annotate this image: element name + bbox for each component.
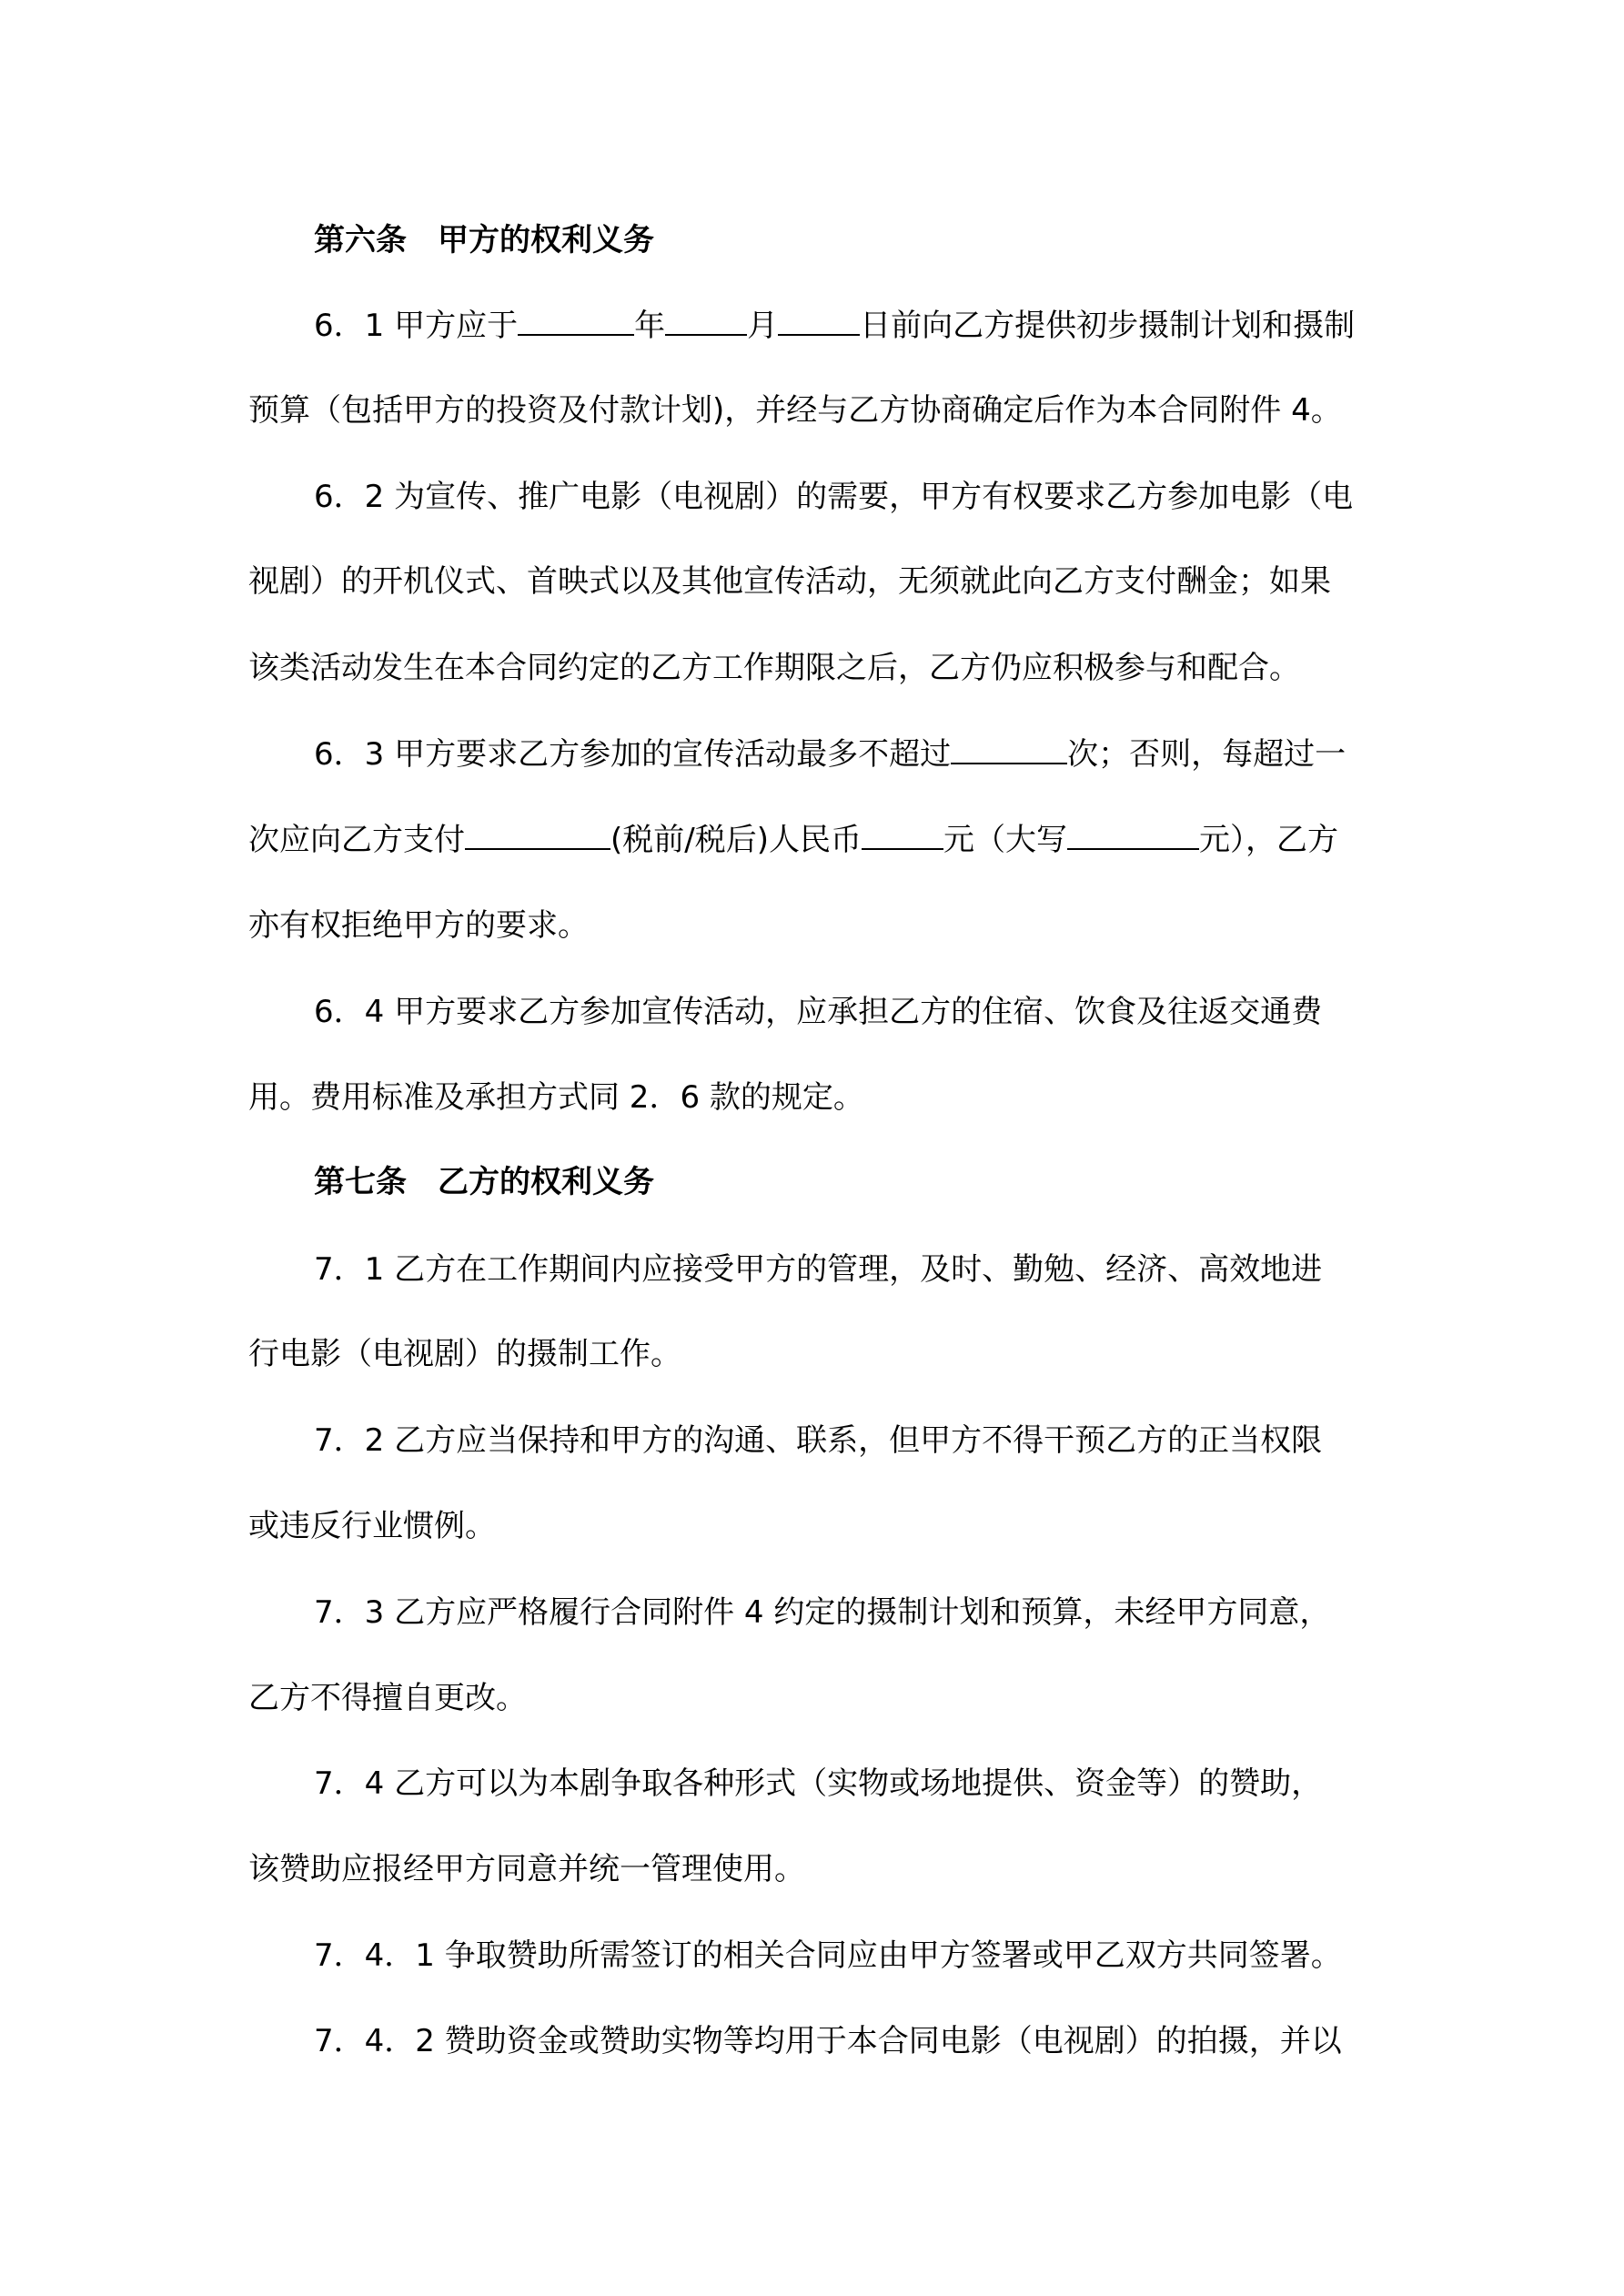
clause-7-3-line-2: 乙方不得擅自更改。 <box>248 1680 527 1716</box>
tax-label: (税前/税后)人民币 <box>610 822 862 858</box>
capital-label: 元（大写 <box>943 822 1067 858</box>
clause-6-3-text: 6．3 甲方要求乙方参加的宣传活动最多不超过 <box>314 736 952 773</box>
rmb-blank[interactable] <box>862 821 943 850</box>
year-label: 年 <box>634 308 666 344</box>
day-blank[interactable] <box>778 307 860 336</box>
clause-7-1-line-1: 7．1 乙方在工作期间内应接受甲方的管理，及时、勤勉、经济、高效地进 <box>314 1251 1323 1288</box>
pay-amount-blank[interactable] <box>465 821 610 850</box>
year-blank[interactable] <box>518 307 634 336</box>
yuan-label: 元），乙方 <box>1198 822 1338 858</box>
times-blank[interactable] <box>951 735 1067 764</box>
clause-6-2-line-2: 视剧）的开机仪式、首映式以及其他宣传活动，无须就此向乙方支付酬金；如果 <box>248 563 1331 600</box>
clause-6-3-line-3: 亦有权拒绝甲方的要求。 <box>248 907 589 944</box>
clause-7-4-line-1: 7．4 乙方可以为本剧争取各种形式（实物或场地提供、资金等）的赞助， <box>314 1765 1323 1802</box>
clause-6-2-line-3: 该类活动发生在本合同约定的乙方工作期限之后，乙方仍应积极参与和配合。 <box>248 650 1300 686</box>
clause-6-2-line-1: 6．2 为宣传、推广电影（电视剧）的需要，甲方有权要求乙方参加电影（电 <box>314 479 1354 515</box>
clause-6-4-line-1: 6．4 甲方要求乙方参加宣传活动，应承担乙方的住宿、饮食及往返交通费 <box>314 994 1323 1030</box>
article-6-heading: 第六条 甲方的权利义务 <box>314 222 654 258</box>
clause-7-4-2-line-1: 7．4．2 赞助资金或赞助实物等均用于本合同电影（电视剧）的拍摄，并以 <box>314 2023 1342 2059</box>
clause-6-4-line-2: 用。费用标准及承担方式同 2．6 款的规定。 <box>248 1079 864 1116</box>
month-label: 月 <box>747 308 779 344</box>
clause-7-2-line-2: 或违反行业惯例。 <box>248 1508 496 1544</box>
clause-7-1-line-2: 行电影（电视剧）的摄制工作。 <box>248 1336 681 1372</box>
capital-blank[interactable] <box>1067 821 1199 850</box>
clause-6-3-line-2 <box>248 819 1338 861</box>
clause-7-2-line-1: 7．2 乙方应当保持和甲方的沟通、联系，但甲方不得干预乙方的正当权限 <box>314 1422 1323 1459</box>
clause-7-4-line-2: 该赞助应报经甲方同意并统一管理使用。 <box>248 1851 805 1887</box>
clause-6-3-line-1 <box>314 733 1346 775</box>
clause-6-1-text: 6．1 甲方应于 <box>314 308 519 344</box>
clause-7-3-line-1: 7．3 乙方应严格履行合同附件 4 约定的摄制计划和预算，未经甲方同意， <box>314 1594 1331 1631</box>
month-blank[interactable] <box>665 307 747 336</box>
clause-6-1-text-end: 日前向乙方提供初步摄制计划和摄制 <box>860 308 1356 344</box>
clause-7-4-1-line-1: 7．4．1 争取赞助所需签订的相关合同应由甲方签署或甲乙双方共同签署。 <box>314 1937 1342 1974</box>
pay-text: 次应向乙方支付 <box>248 822 465 858</box>
clause-6-3-text-end: 次；否则，每超过一 <box>1067 736 1347 773</box>
clause-6-1-line-1 <box>314 305 1355 347</box>
article-7-heading: 第七条 乙方的权利义务 <box>314 1164 654 1200</box>
clause-6-1-line-2: 预算（包括甲方的投资及付款计划)，并经与乙方协商确定后作为本合同附件 4。 <box>248 392 1342 429</box>
